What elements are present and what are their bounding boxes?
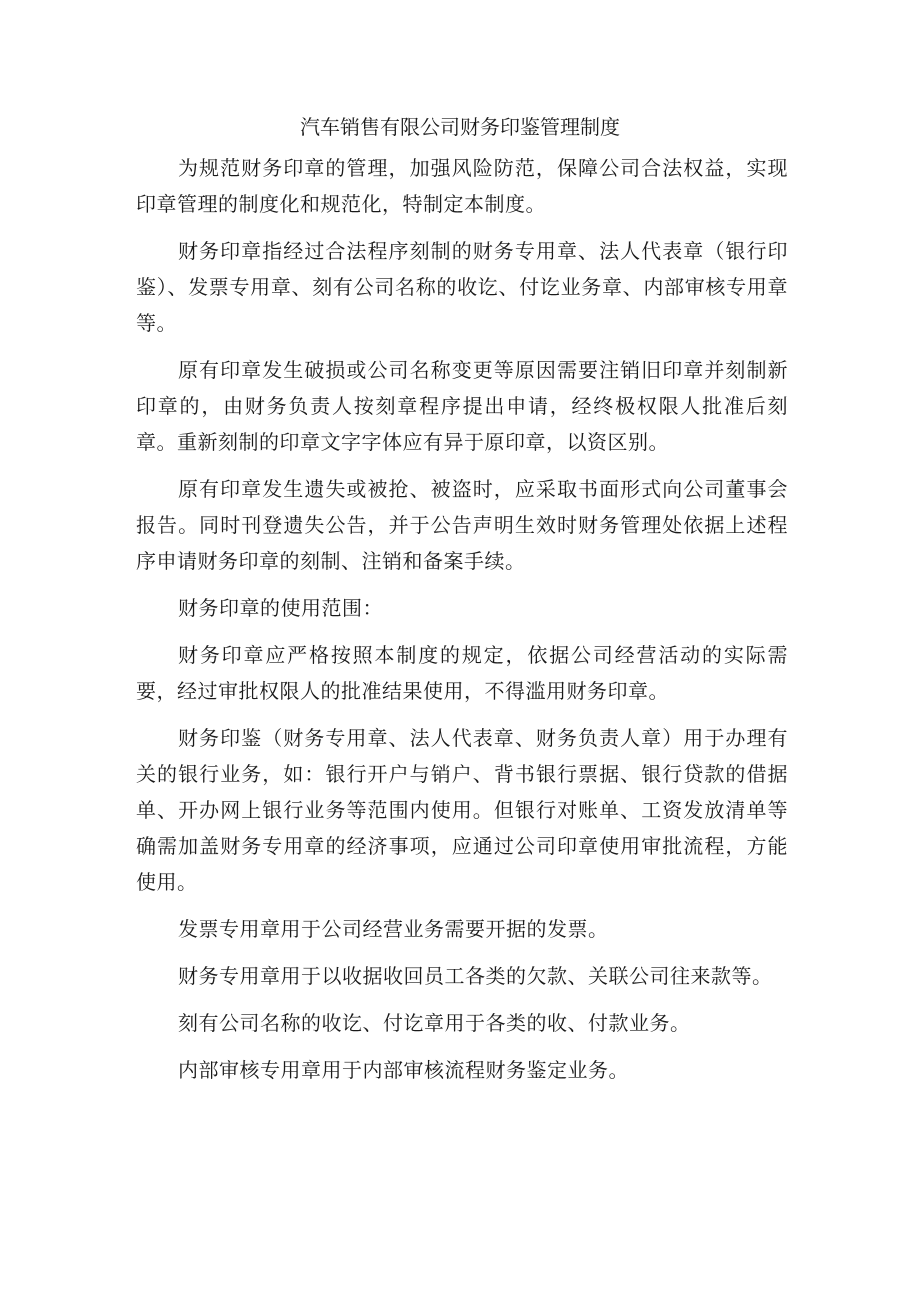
paragraph-definition: 财务印章指经过合法程序刻制的财务专用章、法人代表章（银行印鉴）、发票专用章、刻有公司名称的收讫、付讫业务章、内部审核专用章等。: [136, 239, 788, 335]
paragraph-audit-seal: 内部审核专用章用于内部审核流程财务鉴定业务。: [178, 1058, 629, 1082]
document-title: 汽车销售有限公司财务印鉴管理制度: [300, 115, 620, 139]
paragraph-scope-heading: 财务印章的使用范围：: [178, 596, 383, 620]
paragraph-replacement: 原有印章发生破损或公司名称变更等原因需要注销旧印章并刻制新印章的，由财务负责人按刻章程序提出申请，经终极权限人批准后刻章。重新刻制的印章文字字体应有异于原印章，以资区别。: [136, 358, 788, 454]
paragraph-receipt-seal: 刻有公司名称的收讫、付讫章用于各类的收、付款业务。: [178, 1011, 691, 1035]
paragraph-bank-seals: 财务印鉴（财务专用章、法人代表章、财务负责人章）用于办理有关的银行业务，如：银行开户与销户、背书银行票据、银行贷款的借据单、开办网上银行业务等范围内使用。但银行对账单、工资发放清单等确需加盖财务专用章的经济事项，应通过公司印章使用审批流程，方能使用。: [136, 726, 788, 894]
paragraph-purpose: 为规范财务印章的管理，加强风险防范，保障公司合法权益，实现印章管理的制度化和规范化，特制定本制度。: [136, 156, 788, 216]
paragraph-finance-seal: 财务专用章用于以收据收回员工各类的欠款、关联公司往来款等。: [178, 964, 773, 988]
paragraph-loss: 原有印章发生遗失或被抢、被盗时，应采取书面形式向公司董事会报告。同时刊登遗失公告，并于公告声明生效时财务管理处依据上述程序申请财务印章的刻制、注销和备案手续。: [136, 477, 788, 573]
paragraph-invoice-seal: 发票专用章用于公司经营业务需要开据的发票。: [178, 917, 609, 941]
paragraph-usage-rule: 财务印章应严格按照本制度的规定，依据公司经营活动的实际需要，经过审批权限人的批准结果使用，不得滥用财务印章。: [136, 643, 788, 703]
document-body: [136, 150, 788, 1099]
